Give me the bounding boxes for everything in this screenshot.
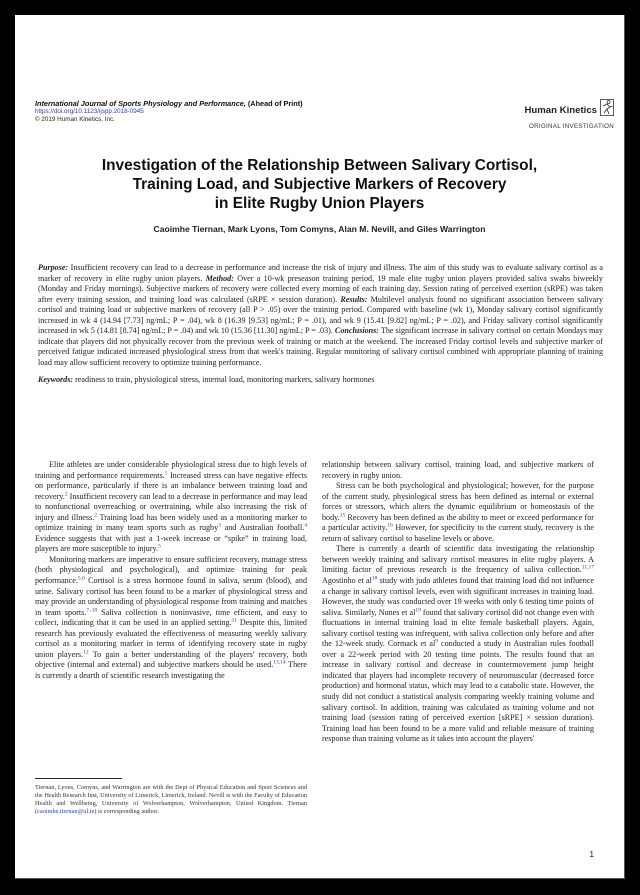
- copyright-notice: © 2019 Human Kinetics, Inc.: [35, 116, 115, 123]
- title-line: in Elite Rugby Union Players: [214, 195, 425, 212]
- doi-link[interactable]: https://doi.org/10.1123/ijspp.2018-0945: [35, 108, 144, 115]
- footnote-divider: [35, 778, 122, 779]
- text-run: Cortisol is a stress hormone found in saliva, serum (blood), and urine. Salivary cortisol has been found to be a marker of physiological stress and may provide an understanding of physiological response from training and matches in team sports.: [35, 576, 307, 617]
- text-run: Agostinho et al: [322, 576, 372, 586]
- citation-link[interactable]: 19: [415, 606, 421, 613]
- body-paragraph: [35, 460, 307, 555]
- text-run: Monitoring markers are imperative to ensure sufficient recovery, manage stress (both physiological and psychological), and optimize training for peak performance.: [35, 554, 307, 586]
- results-text: Multilevel analysis found no significant association between salivary cortisol and training load or subjective markers of recovery (all P > .05) over the training period. Compared with baseline (wk 1), Monday salivary cortisol significantly increased in wk 4 (14.94 [7.73] ng/mL; P = .04), wk 8 (16.39 [9.53] ng/mL; P = .01), and wk 9 (15.41 [9.82] ng/mL; P = .02), and Friday salivary cortisol significantly increased in wk 5 (14.81 [8.74] ng/mL; P = .04) and wk 10 (15.36 [11.30] ng/mL; P = .03).: [38, 294, 603, 335]
- text-run: Stress can be both psychological and physiological; however, for the purpose of the current study, physiological stress has been defined as internal or external forces or stressors, which alters the dynamic equilibrium or homeostasis of the body.: [322, 481, 594, 522]
- text-run: Saliva collection is noninvasive, time efficient, and easy to collect, indicating that it can be used in an applied setting.: [35, 607, 307, 628]
- journal-name: [35, 99, 303, 108]
- author-affiliation-footnote: [35, 784, 307, 816]
- body-column-right: [322, 460, 594, 745]
- email-link[interactable]: caoimhe.tiernan@ul.ie: [37, 808, 95, 816]
- publisher-name: Human Kinetics: [524, 104, 597, 116]
- footnote-text: Tiernan, Lyons, Comyns, and Warrington are with the Dept of Physical Education and Sport Sciences and the Health Research Inst, University of Limerick, Limerick, Ireland. Nevill is with the Faculty of Education Health and Wellbeing, University of Wolverhampton, Wolverhampton, United Kingdom. Tiernan (: [35, 784, 307, 816]
- text-run: Increased stress can have negative effects on performance, particularly if there is an imbalance between training load and recovery.: [35, 470, 307, 501]
- citation-link[interactable]: 4: [304, 522, 307, 529]
- citation-link[interactable]: 18: [371, 575, 378, 582]
- keywords-label: Keywords:: [38, 375, 74, 384]
- citation-link[interactable]: 5: [158, 543, 161, 550]
- author-list: Caoimhe Tiernan, Mark Lyons, Tom Comyns, Alan M. Nevill, and Giles Warrington: [153, 224, 486, 234]
- journal-title: International Journal of Sports Physiology and Performance,: [35, 99, 246, 108]
- body-paragraph: relationship between salivary cortisol, training load, and subjective markers of recovery in rugby union.: [322, 460, 594, 480]
- keywords: [38, 375, 603, 386]
- citation-link[interactable]: 15: [339, 512, 346, 519]
- publisher-header: [524, 99, 614, 130]
- citation-link[interactable]: 16: [387, 522, 393, 529]
- ahead-of-print-label: (Ahead of Print): [247, 99, 303, 108]
- citation-link[interactable]: 5,6: [77, 575, 85, 582]
- article-type-label: ORIGINAL INVESTIGATION: [529, 123, 614, 130]
- text-run: There is currently a dearth of scientific research investigating the: [35, 660, 308, 680]
- citation-link[interactable]: 9: [435, 638, 438, 645]
- body-paragraph: [322, 481, 594, 544]
- page-number: 1: [589, 850, 594, 859]
- text-run: Recovery has been defined as the ability to meet or exceed performance for a particular activity.: [322, 512, 594, 533]
- purpose-label: Purpose:: [38, 263, 69, 272]
- body-paragraph: [35, 555, 307, 682]
- text-run: Evidence suggests that with just a 1-week increase or “spike” in training load, players are more susceptible to injury.: [35, 533, 307, 554]
- text-run: and Australian football.: [220, 523, 305, 533]
- text-run: Despite this, limited research has previously evaluated the effectiveness of measuring weekly salivary cortisol as a monitoring marker in terms of identifying recovery state in rugby union players.: [35, 618, 307, 659]
- citation-link[interactable]: 11,17: [581, 564, 594, 571]
- title-line: Training Load, and Subjective Markers of Recovery: [132, 176, 507, 193]
- abstract-body: [38, 263, 603, 368]
- method-text: Over a 10-wk preseason training period, 19 male elite rugby union players provided saliva swabs biweekly (Monday and Friday mornings). Subjective markers of recovery were collected every morning of each training day. Session rating of perceived exertion (sRPE) was taken after every training session, and training load was calculated (sRPE × session duration).: [38, 273, 603, 304]
- citation-link[interactable]: 1: [164, 469, 168, 476]
- text-run: There is currently a dearth of scientific data investigating the relationship between weekly training and salivary cortisol measures in elite rugby players. A limiting factor of previous research is the frequency of saliva collection.: [322, 544, 594, 575]
- title-line: Investigation of the Relationship Between Salivary Cortisol,: [101, 157, 538, 174]
- conclusions-label: Conclusions:: [334, 326, 380, 335]
- body-column-left: [35, 460, 307, 681]
- citation-link[interactable]: 2: [94, 512, 97, 519]
- abstract: [38, 263, 603, 386]
- text-run: To gain a better understanding of the players' recovery, both objective (internal and external) and subjective markers should be used.: [35, 649, 308, 670]
- human-kinetics-logo-icon: [600, 99, 614, 121]
- body-paragraph: [322, 544, 594, 744]
- purpose-text: Insufficient recovery can lead to a decrease in performance and increase the risk of injury and illness. The aim of this study was to evaluate salivary cortisol as a marker of recovery in elite rugby union players.: [38, 263, 603, 283]
- text-run: conducted a study in Australian rules football over a 22-week period with 20 testing time points. The results found that an increase in salivary cortisol and decrease in countermovement jump height indicated that players had incomplete recovery of neuromuscular (decreased force production) and hormonal status, which may lead to a catabolic state. However, the study did not conduct a statistical analysis comparing weekly training volume and salivary cortisol. In addition, training was calculated as training volume and not training load (session rating of perceived exertion [sRPE] × session duration). Training load has been found to be a more valid and reliable measure of training response than training volume as it takes into account the players': [322, 639, 594, 744]
- method-label: Method:: [205, 273, 234, 283]
- article-title: [15, 156, 624, 213]
- text-run: found that salivary cortisol did not change even with fluctuations in internal training load in elite female basketball players. Again, salivary cortisol testing was infrequent, with saliva collection only before and after the 12-week study. Cormack et al: [322, 607, 594, 649]
- text-run: Training load has been widely used as a monitoring marker to optimize training in many team sports such as rugby: [35, 512, 307, 533]
- citation-link[interactable]: 13,14: [273, 659, 286, 666]
- citation-link[interactable]: 2: [64, 490, 68, 497]
- text-run: Insufficient recovery can lead to a decrease in performance and may lead to nonfunctional overreaching or overtraining, while also increasing the risk of injury and illness.: [35, 491, 307, 522]
- citation-link[interactable]: 12: [83, 649, 89, 656]
- citation-link[interactable]: 11: [231, 617, 237, 624]
- keywords-text: readiness to train, physiological stress, internal load, monitoring markers, salivary hormones: [73, 375, 375, 384]
- conclusions-text: The significant increase in salivary cortisol on certain Mondays may indicate that players did not physically recover from the previous week of training or match at the weekend. The increased Friday cortisol levels and subjective marker of perceived fatigue indicated increased physiological stress from that week's training. Regular monitoring of salivary cortisol combined with appropriate planning of training load may allow sufficient recovery to optimize training performance.: [38, 326, 603, 367]
- results-label: Results:: [340, 294, 368, 304]
- footnote-text-end: ) is corresponding author.: [94, 808, 159, 816]
- text-run: Elite athletes are under considerable physiological stress due to high levels of training and performance requirements.: [35, 460, 307, 480]
- document-page: [15, 15, 625, 879]
- journal-header: [35, 99, 303, 124]
- citation-link[interactable]: 3: [218, 522, 221, 529]
- text-run: study with judo athletes found that training load did not influence a change in salivary cortisol levels, even with significant increases in training load. However, the study was conducted over 19 weeks with only 6 testing time points of saliva. Similarly, Nunes et al: [322, 576, 594, 617]
- text-run: However, for specificity to the current study, recovery is the return of salivary cortisol to baseline levels or above.: [322, 523, 594, 543]
- citation-link[interactable]: 7–10: [86, 606, 98, 613]
